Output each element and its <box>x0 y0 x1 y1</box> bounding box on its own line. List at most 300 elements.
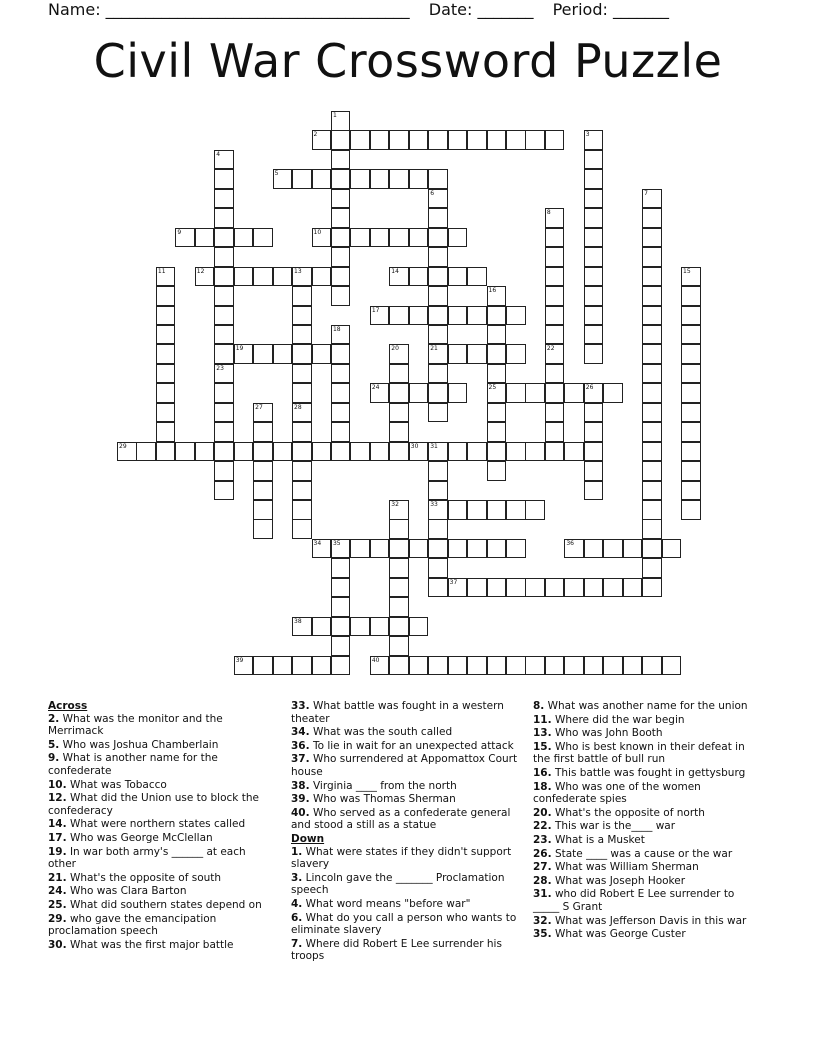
grid-cell[interactable] <box>428 461 448 481</box>
grid-cell[interactable] <box>467 344 487 364</box>
grid-cell[interactable] <box>487 422 507 442</box>
grid-cell[interactable] <box>234 267 254 287</box>
grid-cell[interactable] <box>681 306 701 326</box>
grid-cell[interactable] <box>331 344 351 364</box>
grid-cell[interactable] <box>156 344 176 364</box>
grid-cell[interactable] <box>370 617 390 637</box>
grid-cell[interactable] <box>564 578 584 598</box>
grid-cell[interactable] <box>292 481 312 501</box>
grid-cell[interactable] <box>350 130 370 150</box>
grid-cell[interactable] <box>525 578 545 598</box>
grid-cell[interactable] <box>428 558 448 578</box>
grid-cell[interactable] <box>253 228 273 248</box>
grid-cell[interactable] <box>506 442 526 462</box>
grid-cell[interactable] <box>467 539 487 559</box>
grid-cell[interactable] <box>389 519 409 539</box>
grid-cell[interactable] <box>564 656 584 676</box>
grid-cell[interactable] <box>428 656 448 676</box>
grid-cell[interactable] <box>409 656 429 676</box>
grid-cell[interactable] <box>467 306 487 326</box>
grid-cell[interactable] <box>545 403 565 423</box>
grid-cell[interactable] <box>545 306 565 326</box>
grid-cell[interactable] <box>642 208 662 228</box>
grid-cell[interactable] <box>389 636 409 656</box>
grid-cell[interactable] <box>350 539 370 559</box>
grid-cell[interactable] <box>214 267 234 287</box>
grid-cell[interactable] <box>603 383 623 403</box>
grid-cell[interactable] <box>292 442 312 462</box>
grid-cell[interactable] <box>389 169 409 189</box>
grid-cell[interactable] <box>428 208 448 228</box>
grid-cell[interactable] <box>623 578 643 598</box>
clue-item <box>48 739 270 752</box>
grid-cell[interactable] <box>331 617 351 637</box>
grid-cell[interactable] <box>389 383 409 403</box>
grid-cell[interactable] <box>331 169 351 189</box>
grid-cell[interactable] <box>428 578 448 598</box>
grid-cell[interactable] <box>389 539 409 559</box>
grid-cell[interactable] <box>642 422 662 442</box>
clue-item <box>291 912 521 937</box>
grid-cell[interactable] <box>584 656 604 676</box>
grid-cell[interactable] <box>642 247 662 267</box>
grid-cell[interactable] <box>467 500 487 520</box>
grid-cell[interactable] <box>409 267 429 287</box>
grid-cell[interactable] <box>156 325 176 345</box>
date-field[interactable]: Date: _______ <box>428 0 534 19</box>
grid-cell[interactable] <box>584 481 604 501</box>
grid-cell[interactable] <box>312 442 332 462</box>
grid-cell[interactable] <box>584 267 604 287</box>
grid-cell[interactable] <box>681 286 701 306</box>
grid-cell[interactable] <box>292 383 312 403</box>
grid-cell[interactable] <box>409 617 429 637</box>
grid-cell[interactable] <box>253 442 273 462</box>
grid-cell[interactable] <box>487 442 507 462</box>
grid-cell[interactable] <box>642 539 662 559</box>
grid-cell[interactable] <box>156 442 176 462</box>
grid-cell[interactable] <box>487 656 507 676</box>
grid-cell[interactable] <box>545 228 565 248</box>
grid-cell[interactable] <box>428 383 448 403</box>
grid-cell[interactable] <box>175 442 195 462</box>
grid-cell[interactable] <box>253 461 273 481</box>
grid-cell[interactable] <box>253 422 273 442</box>
name-field[interactable]: Name: ______________________________________ <box>48 0 410 19</box>
grid-cell[interactable] <box>584 344 604 364</box>
grid-cell[interactable] <box>642 306 662 326</box>
grid-cell[interactable] <box>409 306 429 326</box>
grid-cell[interactable] <box>545 130 565 150</box>
grid-cell[interactable] <box>214 286 234 306</box>
grid-cell[interactable] <box>389 558 409 578</box>
clue-number: 33. <box>291 700 310 712</box>
grid-cell[interactable] <box>448 267 468 287</box>
grid-cell[interactable] <box>584 539 604 559</box>
grid-cell[interactable] <box>409 539 429 559</box>
grid-cell[interactable] <box>525 442 545 462</box>
grid-cell[interactable] <box>584 247 604 267</box>
grid-cell[interactable] <box>331 403 351 423</box>
grid-cell[interactable] <box>389 617 409 637</box>
grid-cell[interactable] <box>487 364 507 384</box>
grid-cell[interactable] <box>331 247 351 267</box>
grid-cell[interactable] <box>584 228 604 248</box>
grid-cell[interactable] <box>136 442 156 462</box>
grid-cell[interactable] <box>331 636 351 656</box>
grid-cell[interactable] <box>273 656 293 676</box>
grid-cell[interactable] <box>681 481 701 501</box>
clue-text: who gave the emancipation proclamation speech <box>48 912 217 938</box>
grid-cell[interactable] <box>448 130 468 150</box>
grid-cell[interactable] <box>642 481 662 501</box>
grid-cell[interactable] <box>331 558 351 578</box>
grid-cell[interactable] <box>156 286 176 306</box>
grid-cell[interactable] <box>253 656 273 676</box>
clue-text: Where did Robert E Lee surrender his troops <box>291 937 502 963</box>
grid-cell[interactable] <box>642 403 662 423</box>
grid-cell[interactable] <box>389 597 409 617</box>
grid-cell[interactable] <box>642 344 662 364</box>
grid-cell[interactable] <box>545 578 565 598</box>
grid-cell[interactable] <box>467 442 487 462</box>
grid-cell[interactable] <box>448 383 468 403</box>
grid-cell[interactable] <box>331 189 351 209</box>
grid-cell[interactable] <box>564 383 584 403</box>
grid-cell[interactable] <box>525 130 545 150</box>
grid-cell[interactable] <box>642 325 662 345</box>
grid-cell[interactable] <box>642 519 662 539</box>
grid-cell[interactable] <box>428 481 448 501</box>
grid-cell[interactable] <box>584 189 604 209</box>
grid-cell[interactable] <box>331 383 351 403</box>
grid-cell[interactable] <box>214 344 234 364</box>
grid-cell[interactable] <box>467 578 487 598</box>
grid-cell[interactable] <box>331 228 351 248</box>
grid-cell[interactable] <box>331 442 351 462</box>
grid-cell[interactable] <box>195 228 215 248</box>
grid-cell[interactable] <box>292 519 312 539</box>
grid-cell[interactable] <box>292 344 312 364</box>
grid-cell[interactable] <box>214 325 234 345</box>
grid-cell[interactable] <box>409 383 429 403</box>
grid-cell[interactable] <box>487 461 507 481</box>
grid-cell[interactable] <box>506 578 526 598</box>
grid-cell[interactable] <box>214 189 234 209</box>
grid-cell[interactable] <box>467 130 487 150</box>
grid-cell[interactable] <box>584 461 604 481</box>
grid-cell[interactable] <box>448 306 468 326</box>
grid-cell[interactable] <box>428 364 448 384</box>
cell-number: 3 <box>585 131 590 139</box>
grid-cell[interactable] <box>681 442 701 462</box>
grid-cell[interactable] <box>448 344 468 364</box>
grid-cell[interactable] <box>623 539 643 559</box>
grid-cell[interactable] <box>350 617 370 637</box>
grid-cell[interactable] <box>292 461 312 481</box>
clue-number: 26. <box>533 847 552 860</box>
grid-cell[interactable] <box>350 442 370 462</box>
cell-number: 8 <box>546 209 551 217</box>
grid-cell[interactable] <box>370 442 390 462</box>
grid-cell[interactable] <box>331 150 351 170</box>
cell-number: 18 <box>332 325 341 333</box>
grid-cell[interactable] <box>681 344 701 364</box>
grid-cell[interactable] <box>487 344 507 364</box>
grid-cell[interactable] <box>642 578 662 598</box>
grid-cell[interactable] <box>370 130 390 150</box>
grid-cell[interactable] <box>350 228 370 248</box>
grid-cell[interactable] <box>409 228 429 248</box>
grid-cell[interactable] <box>506 130 526 150</box>
grid-cell[interactable] <box>253 500 273 520</box>
grid-cell[interactable] <box>448 656 468 676</box>
grid-cell[interactable] <box>525 500 545 520</box>
grid-cell[interactable] <box>681 500 701 520</box>
grid-cell[interactable] <box>156 306 176 326</box>
grid-cell[interactable] <box>584 325 604 345</box>
grid-cell[interactable] <box>428 519 448 539</box>
grid-cell[interactable] <box>312 169 332 189</box>
grid-cell[interactable] <box>214 169 234 189</box>
grid-cell[interactable] <box>681 325 701 345</box>
cell-number: 27 <box>255 403 263 411</box>
grid-cell[interactable] <box>389 422 409 442</box>
grid-cell[interactable] <box>214 461 234 481</box>
grid-cell[interactable] <box>642 461 662 481</box>
grid-cell[interactable] <box>292 500 312 520</box>
cell-number: 39 <box>235 656 244 664</box>
grid-cell[interactable] <box>428 539 448 559</box>
grid-cell[interactable] <box>428 403 448 423</box>
clue-item <box>48 792 270 817</box>
grid-cell[interactable] <box>253 481 273 501</box>
grid-cell[interactable] <box>331 208 351 228</box>
grid-cell[interactable] <box>370 228 390 248</box>
clue-number: 35. <box>533 928 552 941</box>
grid-cell[interactable] <box>389 656 409 676</box>
grid-cell[interactable] <box>389 403 409 423</box>
grid-cell[interactable] <box>584 208 604 228</box>
grid-cell[interactable] <box>448 539 468 559</box>
grid-cell[interactable] <box>584 150 604 170</box>
clue-number: 23. <box>533 833 552 846</box>
grid-cell[interactable] <box>487 403 507 423</box>
grid-cell[interactable] <box>642 442 662 462</box>
grid-cell[interactable] <box>292 286 312 306</box>
grid-cell[interactable] <box>662 539 682 559</box>
grid-cell[interactable] <box>331 422 351 442</box>
grid-cell[interactable] <box>584 403 604 423</box>
grid-cell[interactable] <box>428 325 448 345</box>
clue-number: 37. <box>291 753 310 766</box>
grid-cell[interactable] <box>545 442 565 462</box>
cell-number: 16 <box>488 287 497 295</box>
grid-cell[interactable] <box>292 306 312 326</box>
grid-cell[interactable] <box>584 422 604 442</box>
clue-item <box>533 714 763 727</box>
grid-cell[interactable] <box>642 656 662 676</box>
grid-cell[interactable] <box>214 306 234 326</box>
grid-cell[interactable] <box>662 656 682 676</box>
grid-cell[interactable] <box>603 539 623 559</box>
clue-item <box>533 700 763 713</box>
grid-cell[interactable] <box>642 267 662 287</box>
grid-cell[interactable] <box>467 656 487 676</box>
grid-cell[interactable] <box>292 325 312 345</box>
grid-cell[interactable] <box>681 422 701 442</box>
cell-number: 24 <box>371 384 380 392</box>
grid-cell[interactable] <box>292 422 312 442</box>
grid-cell[interactable] <box>545 247 565 267</box>
grid-cell[interactable] <box>428 247 448 267</box>
grid-cell[interactable] <box>681 383 701 403</box>
grid-cell[interactable] <box>642 558 662 578</box>
grid-cell[interactable] <box>389 306 409 326</box>
grid-cell[interactable] <box>584 578 604 598</box>
grid-cell[interactable] <box>681 461 701 481</box>
grid-cell[interactable] <box>350 169 370 189</box>
grid-cell[interactable] <box>584 169 604 189</box>
grid-cell[interactable] <box>409 169 429 189</box>
grid-cell[interactable] <box>545 422 565 442</box>
grid-cell[interactable] <box>487 325 507 345</box>
clue-number: 8. <box>533 700 545 712</box>
grid-cell[interactable] <box>214 247 234 267</box>
grid-cell[interactable] <box>234 442 254 462</box>
grid-cell[interactable] <box>292 169 312 189</box>
grid-cell[interactable] <box>448 228 468 248</box>
grid-cell[interactable] <box>273 442 293 462</box>
grid-cell[interactable] <box>389 578 409 598</box>
grid-cell[interactable] <box>642 500 662 520</box>
grid-cell[interactable] <box>331 130 351 150</box>
grid-cell[interactable] <box>584 442 604 462</box>
grid-cell[interactable] <box>253 344 273 364</box>
grid-cell[interactable] <box>156 383 176 403</box>
grid-cell[interactable] <box>545 383 565 403</box>
grid-cell[interactable] <box>603 656 623 676</box>
grid-cell[interactable] <box>642 228 662 248</box>
grid-cell[interactable] <box>214 403 234 423</box>
grid-cell[interactable] <box>312 656 332 676</box>
grid-cell[interactable] <box>253 267 273 287</box>
grid-cell[interactable] <box>312 267 332 287</box>
grid-cell[interactable] <box>214 208 234 228</box>
grid-cell[interactable] <box>584 286 604 306</box>
grid-cell[interactable] <box>253 519 273 539</box>
grid-cell[interactable] <box>156 403 176 423</box>
grid-cell[interactable] <box>506 306 526 326</box>
grid-cell[interactable] <box>487 578 507 598</box>
grid-cell[interactable] <box>331 286 351 306</box>
grid-cell[interactable] <box>409 130 429 150</box>
grid-cell[interactable] <box>506 383 526 403</box>
clue-text: What was Tobacco <box>69 778 167 791</box>
grid-cell[interactable] <box>214 422 234 442</box>
grid-cell[interactable] <box>214 481 234 501</box>
grid-cell[interactable] <box>642 383 662 403</box>
grid-cell[interactable] <box>273 344 293 364</box>
clue-text: What was William Sherman <box>554 861 699 874</box>
grid-cell[interactable] <box>448 500 468 520</box>
grid-cell[interactable] <box>156 364 176 384</box>
grid-cell[interactable] <box>545 325 565 345</box>
grid-cell[interactable] <box>506 344 526 364</box>
grid-cell[interactable] <box>487 500 507 520</box>
grid-cell[interactable] <box>370 169 390 189</box>
grid-cell[interactable] <box>506 656 526 676</box>
grid-cell[interactable] <box>564 442 584 462</box>
clue-number: 22. <box>533 820 552 833</box>
cell-number: 40 <box>371 656 380 664</box>
grid-cell[interactable] <box>545 364 565 384</box>
grid-cell[interactable] <box>681 364 701 384</box>
clue-item <box>291 726 521 739</box>
grid-cell[interactable] <box>156 422 176 442</box>
clue-text: Virginia ____ from the north <box>312 779 457 792</box>
grid-cell[interactable] <box>428 169 448 189</box>
grid-cell[interactable] <box>487 306 507 326</box>
grid-cell[interactable] <box>370 539 390 559</box>
grid-cell[interactable] <box>331 364 351 384</box>
grid-cell[interactable] <box>292 656 312 676</box>
grid-cell[interactable] <box>487 130 507 150</box>
grid-cell[interactable] <box>428 306 448 326</box>
grid-cell[interactable] <box>487 539 507 559</box>
grid-cell[interactable] <box>545 267 565 287</box>
grid-cell[interactable] <box>428 130 448 150</box>
grid-cell[interactable] <box>331 597 351 617</box>
grid-cell[interactable] <box>428 286 448 306</box>
period-field[interactable]: Period: _______ <box>552 0 669 19</box>
grid-cell[interactable] <box>331 656 351 676</box>
grid-cell[interactable] <box>525 383 545 403</box>
grid-cell[interactable] <box>623 656 643 676</box>
grid-cell[interactable] <box>195 442 215 462</box>
grid-cell[interactable] <box>273 267 293 287</box>
grid-cell[interactable] <box>234 228 254 248</box>
clue-number: 9. <box>48 752 60 765</box>
grid-cell[interactable] <box>389 130 409 150</box>
grid-cell[interactable] <box>292 364 312 384</box>
grid-cell[interactable] <box>545 656 565 676</box>
grid-cell[interactable] <box>331 267 351 287</box>
grid-cell[interactable] <box>214 228 234 248</box>
grid-cell[interactable] <box>525 656 545 676</box>
grid-cell[interactable] <box>642 364 662 384</box>
grid-cell[interactable] <box>545 286 565 306</box>
grid-cell[interactable] <box>506 539 526 559</box>
grid-cell[interactable] <box>428 228 448 248</box>
grid-cell[interactable] <box>214 383 234 403</box>
grid-cell[interactable] <box>214 442 234 462</box>
grid-cell[interactable] <box>584 306 604 326</box>
grid-cell[interactable] <box>448 442 468 462</box>
grid-cell[interactable] <box>312 344 332 364</box>
grid-cell[interactable] <box>603 578 623 598</box>
grid-cell[interactable] <box>389 228 409 248</box>
grid-cell[interactable] <box>389 364 409 384</box>
grid-cell[interactable] <box>681 403 701 423</box>
grid-cell[interactable] <box>312 617 332 637</box>
grid-cell[interactable] <box>428 267 448 287</box>
grid-cell[interactable] <box>331 578 351 598</box>
grid-cell[interactable] <box>642 286 662 306</box>
grid-cell[interactable] <box>506 500 526 520</box>
grid-cell[interactable] <box>389 442 409 462</box>
grid-cell[interactable] <box>467 267 487 287</box>
